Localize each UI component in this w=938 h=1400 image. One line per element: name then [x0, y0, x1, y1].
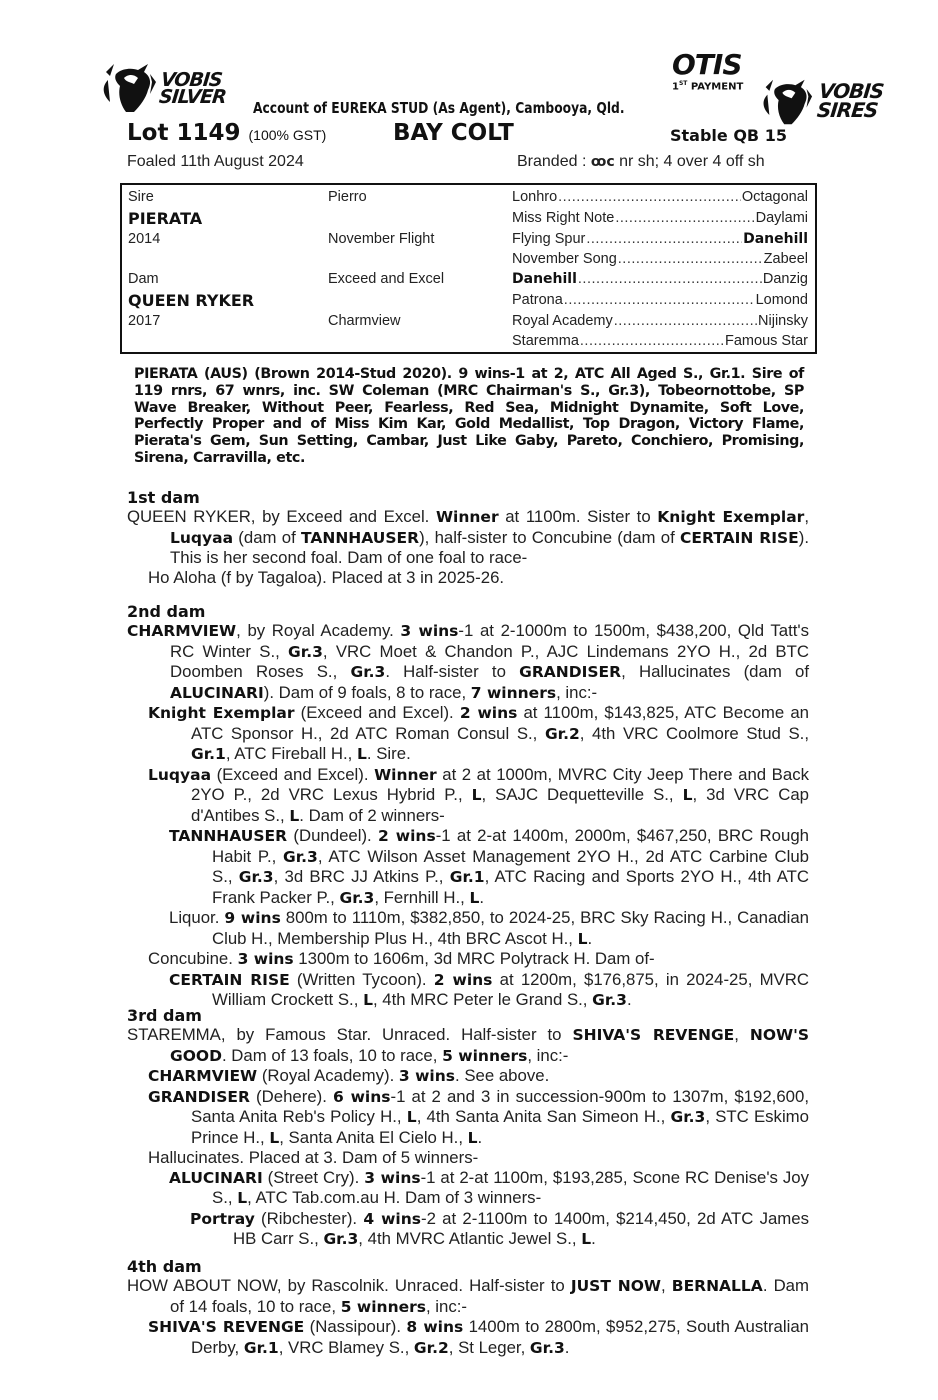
sire-year: 2014	[128, 231, 161, 247]
pedigree-entry: GRANDISER (Dehere). 6 wins-1 at 2 and 3 in succession-900m to 1307m, $192,600, Santa Anita Reb's Policy H., L, 4th Santa Anita San Simeon H., Gr.3, STC Eskimo Prince H., L, Santa Anita El Cielo H., L.	[148, 1086, 810, 1147]
logo-text-vobis: VOBIS	[159, 69, 223, 91]
dam-section-1	[127, 488, 809, 587]
section-heading: 1st dam	[127, 488, 200, 507]
pedigree-entry: TANNHAUSER (Dundeel). 2 wins-1 at 2-at 1400m, 2000m, $467,250, BRC Rough Habit P., Gr.3, ATC Wilson Asset Management 2YO H., 2d ATC Carbine Club S., Gr.3, 3d BRC JJ Atkins P., Gr.1, ATC Racing and Sports 2YO H., 4th ATC Frank Packer P., Gr.3, Fernhill H., L.	[169, 826, 810, 907]
foaled-date: Foaled 11th August 2024	[127, 153, 304, 170]
pedigree-entry: Concubine. 3 wins 1300m to 1606m, 3d MRC Polytrack H. Dam of-	[148, 949, 655, 968]
horse-jockey-icon	[758, 76, 816, 128]
pedigree-entry: HOW ABOUT NOW, by Rascolnik. Unraced. Half-sister to JUST NOW, BERNALLA. Dam of 14 foals, 10 to race, 5 winners, inc:-	[127, 1276, 809, 1316]
logo-text-sires: SIRES	[815, 98, 879, 122]
dam-section-3	[127, 1006, 809, 1250]
brand-marks: Branded : ꝏc nr sh; 4 over 4 off sh	[517, 153, 765, 170]
pedigree-entry: CHARMVIEW (Royal Academy). 3 wins. See above.	[148, 1066, 550, 1085]
pedigree-entry: CHARMVIEW, by Royal Academy. 3 wins-1 at 2-1000m to 1500m, $438,200, Qld Tatt's RC Winter S., Gr.3, VRC Moet & Chandon P., AJC Lindemans 2YO H., 2d BTC Doomben Roses S., Gr.3. Half-sister to GRANDISER, Hallucinates (dam of ALUCINARI). Dam of 9 foals, 8 to race, 7 winners, inc:-	[127, 621, 809, 702]
lot-number	[127, 120, 326, 146]
pedigree-entry: QUEEN RYKER, by Exceed and Excel. Winner at 1100m. Sister to Knight Exemplar, Luqyaa (dam of TANNHAUSER), half-sister to Concubine (dam of CERTAIN RISE). This is her second foal. Dam of one foal to race-	[127, 507, 810, 567]
stable-location: Stable QB 15	[670, 126, 787, 145]
vobis-silver-logo	[100, 60, 240, 118]
pedigree-entry: SHIVA'S REVENGE (Nassipour). 8 wins 1400m to 2800m, $952,275, South Australian Derby, Gr.1, VRC Blamey S., Gr.2, St Leger, Gr.3.	[148, 1317, 809, 1357]
sire-sire: Pierro	[328, 189, 367, 205]
section-heading: 3rd dam	[127, 1006, 202, 1025]
grandparent-row: November Song ..... Zabeel	[512, 251, 808, 267]
section-heading: 2nd dam	[127, 602, 206, 621]
pedigree-entry: STAREMMA, by Famous Star. Unraced. Half-sister to SHIVA'S REVENGE, NOW'S GOOD. Dam of 13 foals, 10 to race, 5 winners, inc:-	[127, 1025, 810, 1065]
grandparent-row: Miss Right Note ..... Daylami	[512, 210, 808, 226]
grandparent-row: Royal Academy ..... Nijinsky	[512, 313, 808, 329]
pedigree-entry: Portray (Ribchester). 4 wins-2 at 2-1100m to 1400m, $214,450, 2d ATC James HB Carr S., Gr.3, 4th MVRC Atlantic Jewel S., L.	[190, 1208, 810, 1248]
brand-glyph: ꝏc	[590, 154, 615, 170]
sire-label: Sire	[128, 189, 154, 205]
grandparent-row: Staremma ..... Famous Star	[512, 333, 808, 349]
dam-label: Dam	[128, 271, 159, 287]
pedigree-entry: Hallucinates. Placed at 3. Dam of 5 winners-	[148, 1148, 479, 1167]
otis-first-payment: 1ST PAYMENT	[672, 80, 744, 93]
pedigree-entry: Knight Exemplar (Exceed and Excel). 2 wins at 1100m, $143,825, ATC Become an ATC Sponsor H., 2d ATC Roman Consul S., Gr.2, 4th VRC Coolmore Stud S., Gr.1, ATC Fireball H., L. Sire.	[148, 703, 810, 763]
pedigree-entry: Liquor. 9 wins 800m to 1110m, $382,850, to 2024-25, BRC Sky Racing H., Canadian Club H., Membership Plus H., 4th BRC Ascot H., L.	[169, 908, 810, 948]
pedigree-table	[120, 183, 817, 354]
dam-year: 2017	[128, 313, 161, 329]
dam-section-4	[127, 1257, 809, 1358]
pedigree-entry: CERTAIN RISE (Written Tycoon). 2 wins at 1200m, $176,875, in 2024-25, MVRC William Crockett S., L, 4th MRC Peter le Grand S., Gr.3.	[169, 969, 809, 1009]
logo-text-vobis: VOBIS	[817, 79, 885, 103]
vobis-sires-logo	[758, 76, 898, 126]
otis-wordmark: OTIS	[672, 48, 742, 81]
horse-description: BAY COLT	[393, 120, 514, 146]
gst-note: (100% GST)	[248, 127, 327, 143]
lot-label: Lot 1149	[127, 120, 241, 146]
pedigree-entry: ALUCINARI (Street Cry). 3 wins-1 at 2-at 1100m, $193,285, Scone RC Denise's Joy S., L, ATC Tab.com.au H. Dam of 3 winners-	[169, 1167, 809, 1207]
dam-section-2	[127, 602, 809, 1011]
pedigree-entry: Luqyaa (Exceed and Excel). Winner at 2 at 1000m, MVRC City Jeep There and Back 2YO P., 2d VRC Lexus Hybrid P., L, SAJC Dequetteville S., L, 3d VRC Cap d'Antibes S., L. Dam of 2 winners-	[148, 764, 810, 825]
horse-jockey-icon	[100, 60, 158, 116]
grandparent-row: Flying Spur ..... Danehill	[512, 231, 808, 247]
grandparent-row: Lonhro ..... Octagonal	[512, 189, 808, 205]
grandparent-row: Danehill ..... Danzig	[512, 271, 808, 287]
dam-sire: Exceed and Excel	[328, 271, 445, 287]
pedigree-entry: Ho Aloha (f by Tagaloa). Placed at 3 in 2025-26.	[148, 567, 505, 587]
section-heading: 4th dam	[127, 1257, 202, 1276]
otis-logo	[670, 50, 758, 94]
dam-name: QUEEN RYKER	[128, 291, 255, 310]
logo-text-silver: SILVER	[158, 86, 227, 108]
sire-name: PIERATA	[128, 209, 203, 228]
dam-dam: Charmview	[328, 313, 401, 329]
vendor-account: Account of EUREKA STUD (As Agent), Cambooya, Qld.	[253, 99, 625, 117]
sire-summary: PIERATA (AUS) (Brown 2014-Stud 2020). 9 wins-1 at 2, ATC All Aged S., Gr.1. Sire of 119 rnrs, 67 wnrs, inc. SW Coleman (MRC Chairman's S., Gr.3), Tobeornottobe, SP Wave Breaker, Without Peer, Fearless, Red Sea, Midnight Dynamite, Soft Love, Perfectly Proper and of Miss Kim Kar, Gold Medallist, Top Dragon, Victory Flame, Pierata's Gem, Sun Setting, Cambar, Just Like Gaby, Pareto, Conchiero, Promising, Sirena, Carravilla, etc.	[134, 366, 804, 466]
grandparent-row: Patrona ..... Lomond	[512, 292, 808, 308]
sire-dam: November Flight	[328, 231, 435, 247]
